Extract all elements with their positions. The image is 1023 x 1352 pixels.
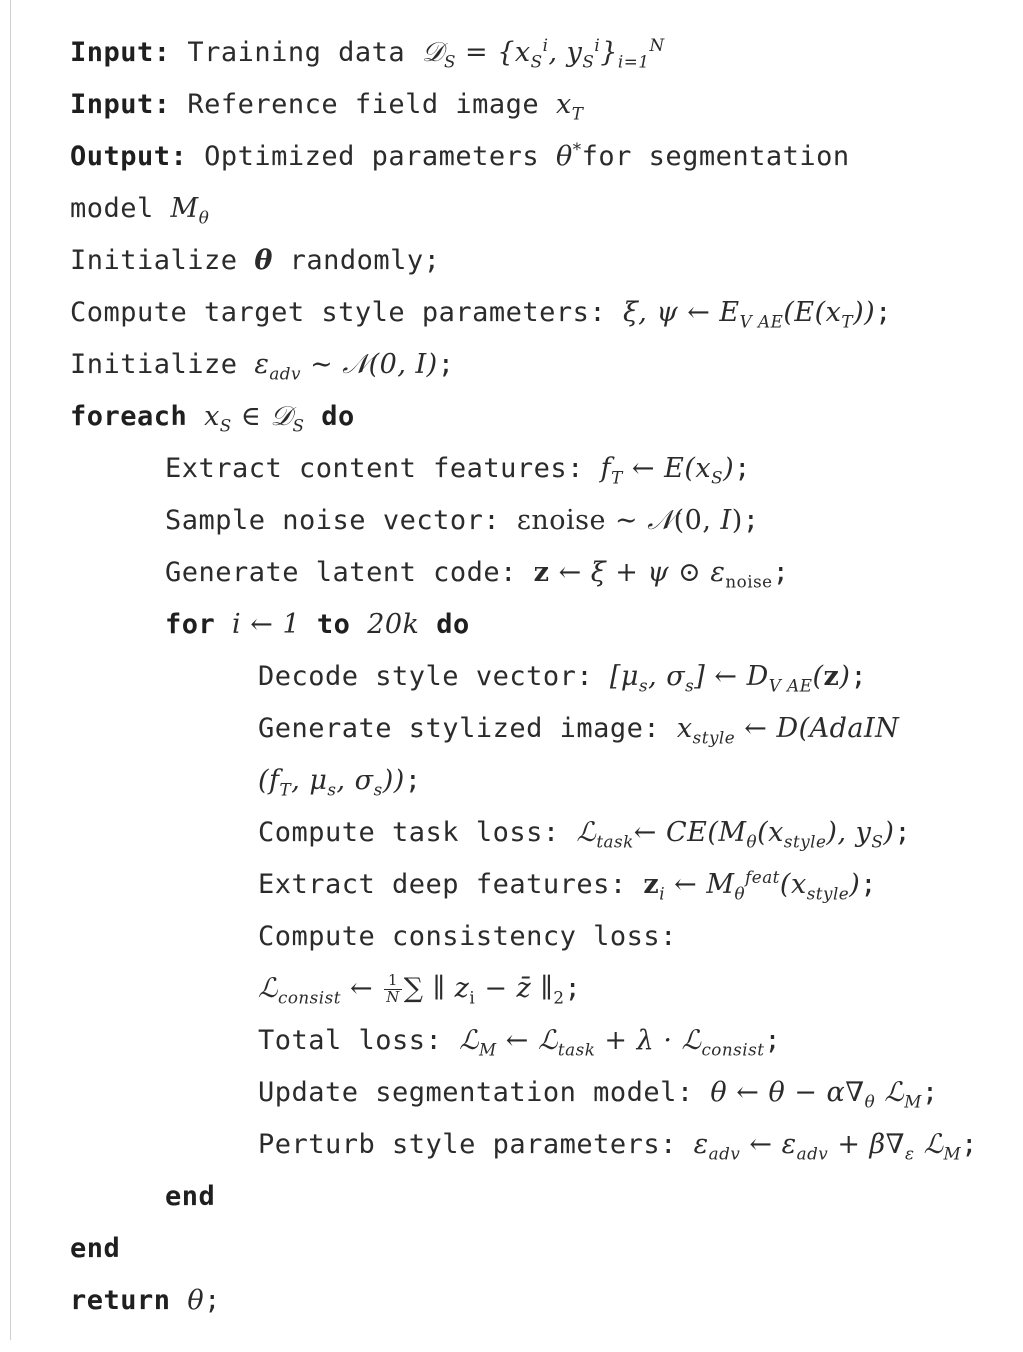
- end-outer-line: [70, 1229, 120, 1269]
- init-text: Initialize: [70, 245, 238, 276]
- init-eps-text: Initialize: [70, 349, 238, 380]
- return-keyword: return: [70, 1285, 171, 1316]
- consistency-text: Compute consistency loss:: [258, 921, 677, 952]
- randomly-text: randomly: [289, 245, 424, 276]
- task-loss-text: Compute task loss:: [258, 817, 560, 848]
- output-line-cont: [70, 189, 209, 229]
- output-text-3: model: [70, 193, 154, 224]
- compute-style-line: Compute target style parameters: ξ, ψ ← $E_{V AE}(E(x_T))$;: [70, 297, 892, 332]
- total-loss-formula: ℒ$_M$ ← ℒ$_{task}$ + λ · ℒ$_{consist}$: [459, 1025, 765, 1060]
- latent-text: Generate latent code:: [165, 557, 517, 588]
- algorithm-block: [10, 0, 1023, 1340]
- decode-line: Decode style vector: [$\mu_s$, $\sigma_s$] ← $D_{V AE}(z)$;: [258, 661, 868, 696]
- input-keyword: Input:: [70, 89, 171, 120]
- stylized-text: Generate stylized image:: [258, 713, 661, 744]
- input-training-text: Training data: [187, 37, 406, 68]
- extract-formula: $f_T$ ← $E(x_S)$: [600, 453, 735, 488]
- foreach-formula: $x_S$ ∈ 𝒟$_S$: [204, 401, 305, 436]
- latent-line: Generate latent code: z ← ξ + ψ ⊙ $\varepsilon_{noise}$;: [165, 557, 790, 592]
- input-training-data-line: [70, 33, 665, 73]
- deep-features-line: Extract deep features: $z_i$ ← $M_\theta^{feat}(x_{style})$;: [258, 867, 878, 904]
- consistency-formula-line: ℒ$_{consist}$ ← $\frac{1}{N}$ ∑ ∥ $z_i$ − z̄ $\parallel_2$;: [258, 971, 582, 1008]
- sample-line: Sample noise vector: εnoise ∼ 𝒩(0, I);: [165, 505, 760, 536]
- do-keyword: do: [436, 609, 470, 640]
- update-formula: θ ← $\theta - \alpha\nabla_\theta$ ℒ$_M$: [710, 1077, 922, 1112]
- eps-formula: $\varepsilon_{adv}$ ∼ 𝒩(0, I): [254, 349, 438, 384]
- perturb-line: Perturb style parameters: $\varepsilon_{adv}$ ← $\varepsilon_{adv} + \beta\nabla_\varepsilon$ ℒ$_M$;: [258, 1129, 978, 1164]
- task-loss-formula: ℒ$_{task}$← $CE(M_\theta(x_{style})$, $y_S$): [576, 817, 895, 852]
- extract-text: Extract content features:: [165, 453, 584, 484]
- decode-formula: [$\mu_s$, $\sigma_s$] ← $D_{V AE}(z)$: [609, 661, 851, 696]
- theta-star-symbol: θ*: [555, 139, 582, 172]
- perturb-text: Perturb style parameters:: [258, 1129, 677, 1160]
- init-eps-line: Initialize $\varepsilon_{adv}$ ∼ 𝒩(0, I);: [70, 349, 455, 384]
- model-symbol: $M_\theta$: [170, 193, 210, 228]
- output-line: [70, 137, 850, 177]
- end-inner-line: [165, 1177, 215, 1217]
- extract-line: Extract content features: $f_T$ ← $E(x_S)$;: [165, 453, 751, 488]
- stylized-line-cont: ($f_T$, $\mu_s$, $\sigma_s$));: [258, 765, 422, 800]
- for-limit: 20k: [367, 609, 420, 640]
- do-keyword: do: [321, 401, 355, 432]
- stylized-line: [258, 709, 899, 749]
- output-text-2: for segmentation: [581, 141, 850, 172]
- consistency-formula: ℒ$_{consist}$ ← $\frac{1}{N}$ ∑ ∥ $z_i$ − z̄ $\parallel_2$: [258, 971, 565, 1008]
- deep-features-text: Extract deep features:: [258, 869, 627, 900]
- input-keyword: Input:: [70, 37, 171, 68]
- output-keyword: Output:: [70, 141, 188, 172]
- decode-text: Decode style vector:: [258, 661, 594, 692]
- consistency-line: [258, 917, 677, 957]
- total-loss-line: Total loss: ℒ$_M$ ← ℒ$_{task}$ + λ · ℒ$_{consist}$;: [258, 1025, 782, 1060]
- foreach-line: [70, 397, 355, 437]
- input-reference-line: [70, 85, 583, 125]
- reference-image-symbol: $x_T$: [555, 89, 584, 124]
- update-line: Update segmentation model: θ ← $\theta - \alpha\nabla_\theta$ ℒ$_M$;: [258, 1077, 939, 1112]
- semicolon: ;: [423, 245, 441, 276]
- latent-formula: z ← ξ + ψ ⊙ $\varepsilon_{noise}$: [533, 557, 773, 592]
- training-set-formula: 𝒟$_S$ = {$x_S^i$, $y_S^i\}_{i=1}^N$: [421, 35, 665, 72]
- sample-text: Sample noise vector:: [165, 505, 501, 536]
- foreach-keyword: foreach: [70, 401, 188, 432]
- compute-style-text: Compute target style parameters:: [70, 297, 607, 328]
- sample-formula: εnoise ∼ 𝒩(0, I): [516, 505, 743, 536]
- return-formula: θ: [187, 1285, 205, 1316]
- theta-symbol: θ: [254, 245, 273, 276]
- perturb-formula: $\varepsilon_{adv}$ ← $\varepsilon_{adv} + \beta\nabla_\varepsilon$ ℒ$_M$: [693, 1129, 962, 1164]
- end-keyword: end: [165, 1181, 216, 1212]
- for-line: [165, 605, 470, 645]
- for-formula: i ← 1: [232, 609, 301, 640]
- return-line: return θ;: [70, 1285, 221, 1316]
- deep-features-formula: $z_i$ ← $M_\theta^{feat}(x_{style})$: [643, 867, 861, 904]
- init-theta-line: [70, 241, 440, 281]
- task-loss-line: Compute task loss: ℒ$_{task}$← $CE(M_\theta(x_{style})$, $y_S$);: [258, 817, 912, 852]
- input-reference-text: Reference field image: [187, 89, 540, 120]
- to-keyword: to: [316, 609, 351, 640]
- stylized-formula: $x_{style}$ ← D(AdaIN: [676, 713, 900, 748]
- update-text: Update segmentation model:: [258, 1077, 694, 1108]
- for-keyword: for: [165, 609, 216, 640]
- style-formula: ξ, ψ ← $E_{V AE}(E(x_T))$: [622, 297, 876, 332]
- end-keyword: end: [70, 1233, 121, 1264]
- total-loss-text: Total loss:: [258, 1025, 443, 1056]
- stylized-formula-cont: ($f_T$, $\mu_s$, $\sigma_s$)): [258, 765, 405, 800]
- output-text: Optimized parameters: [204, 141, 540, 172]
